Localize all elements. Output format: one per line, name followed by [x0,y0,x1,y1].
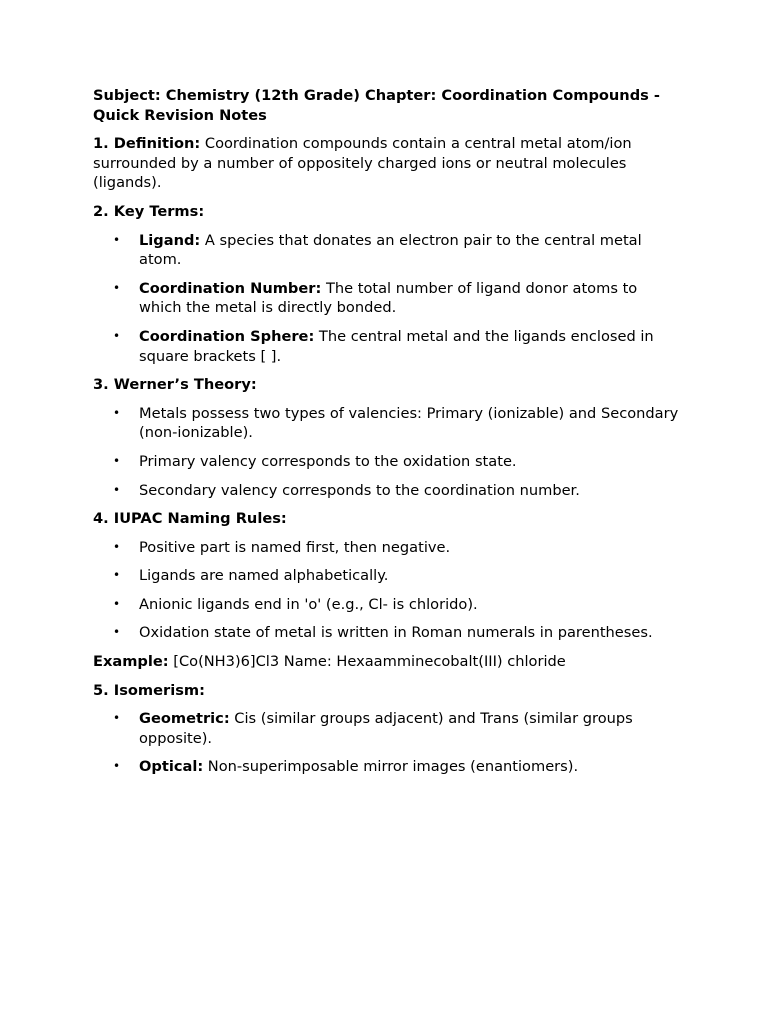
definition-heading: 1. Definition: [93,135,201,153]
bullet-icon: • [113,759,121,774]
definition-text: Coordination compounds contain a central metal atom/ion surrounded by a number of oppositely charged ions or neutral molecules (ligands). [93,135,632,192]
list-item [93,757,683,777]
term-label: Coordination Sphere: [139,327,315,345]
werner-heading: 3. Werner’s Theory: [93,376,257,394]
list-item-text: Oxidation state of metal is written in Roman numerals in parentheses. [139,624,653,642]
example-paragraph [93,652,683,672]
key-terms-list [93,231,683,367]
term-label: Geometric: [139,710,230,728]
document-title: Subject: Chemistry (12th Grade) Chapter: Coordination Compounds - Quick Revision Notes [93,87,660,124]
term-text: A species that donates an electron pair to the central metal atom. [139,231,642,269]
list-item [93,327,683,366]
list-item [93,595,683,615]
isomerism-list [93,709,683,777]
list-item [93,231,683,270]
list-item [93,481,683,501]
list-item-text: Metals possess two types of valencies: Primary (ionizable) and Secondary (non-ionizable). [139,404,679,442]
bullet-icon: • [113,453,121,468]
term-text: The central metal and the ligands enclosed in square brackets [ ]. [139,327,654,365]
example-label: Example: [93,653,169,671]
list-item [93,623,683,643]
bullet-icon: • [113,280,121,295]
list-item-text: Primary valency corresponds to the oxidation state. [139,452,517,470]
bullet-icon: • [113,232,121,247]
term-label: Ligand: [139,231,201,249]
key-terms-heading: 2. Key Terms: [93,202,205,220]
term-text: Non-superimposable mirror images (enantiomers). [203,758,579,776]
list-item-text: Positive part is named first, then negative. [139,538,451,556]
isomerism-heading: 5. Isomerism: [93,681,205,699]
bullet-icon: • [113,568,121,583]
bullet-icon: • [113,482,121,497]
bullet-icon: • [113,405,121,420]
bullet-icon: • [113,328,121,343]
list-item [93,566,683,586]
list-item [93,709,683,748]
term-text: The total number of ligand donor atoms to which the metal is directly bonded. [139,279,638,317]
term-label: Optical: [139,758,204,776]
bullet-icon: • [113,625,121,640]
list-item-text: Ligands are named alphabetically. [139,567,389,585]
iupac-list [93,538,683,643]
term-label: Coordination Number: [139,279,322,297]
document-body [93,86,683,786]
werner-list [93,404,683,500]
term-text: Cis (similar groups adjacent) and Trans (similar groups opposite). [139,710,633,747]
bullet-icon: • [113,711,121,726]
list-item-text: Anionic ligands end in 'o' (e.g., Cl- is chlorido). [139,595,478,613]
example-text: [Co(NH3)6]Cl3 Name: Hexaamminecobalt(III) chloride [168,653,566,671]
iupac-heading: 4. IUPAC Naming Rules: [93,510,287,528]
list-item [93,404,683,443]
bullet-icon: • [113,539,121,554]
list-item [93,452,683,472]
list-item-text: Secondary valency corresponds to the coordination number. [139,481,580,499]
bullet-icon: • [113,596,121,611]
definition-paragraph [93,134,683,193]
list-item [93,279,683,318]
list-item [93,538,683,558]
